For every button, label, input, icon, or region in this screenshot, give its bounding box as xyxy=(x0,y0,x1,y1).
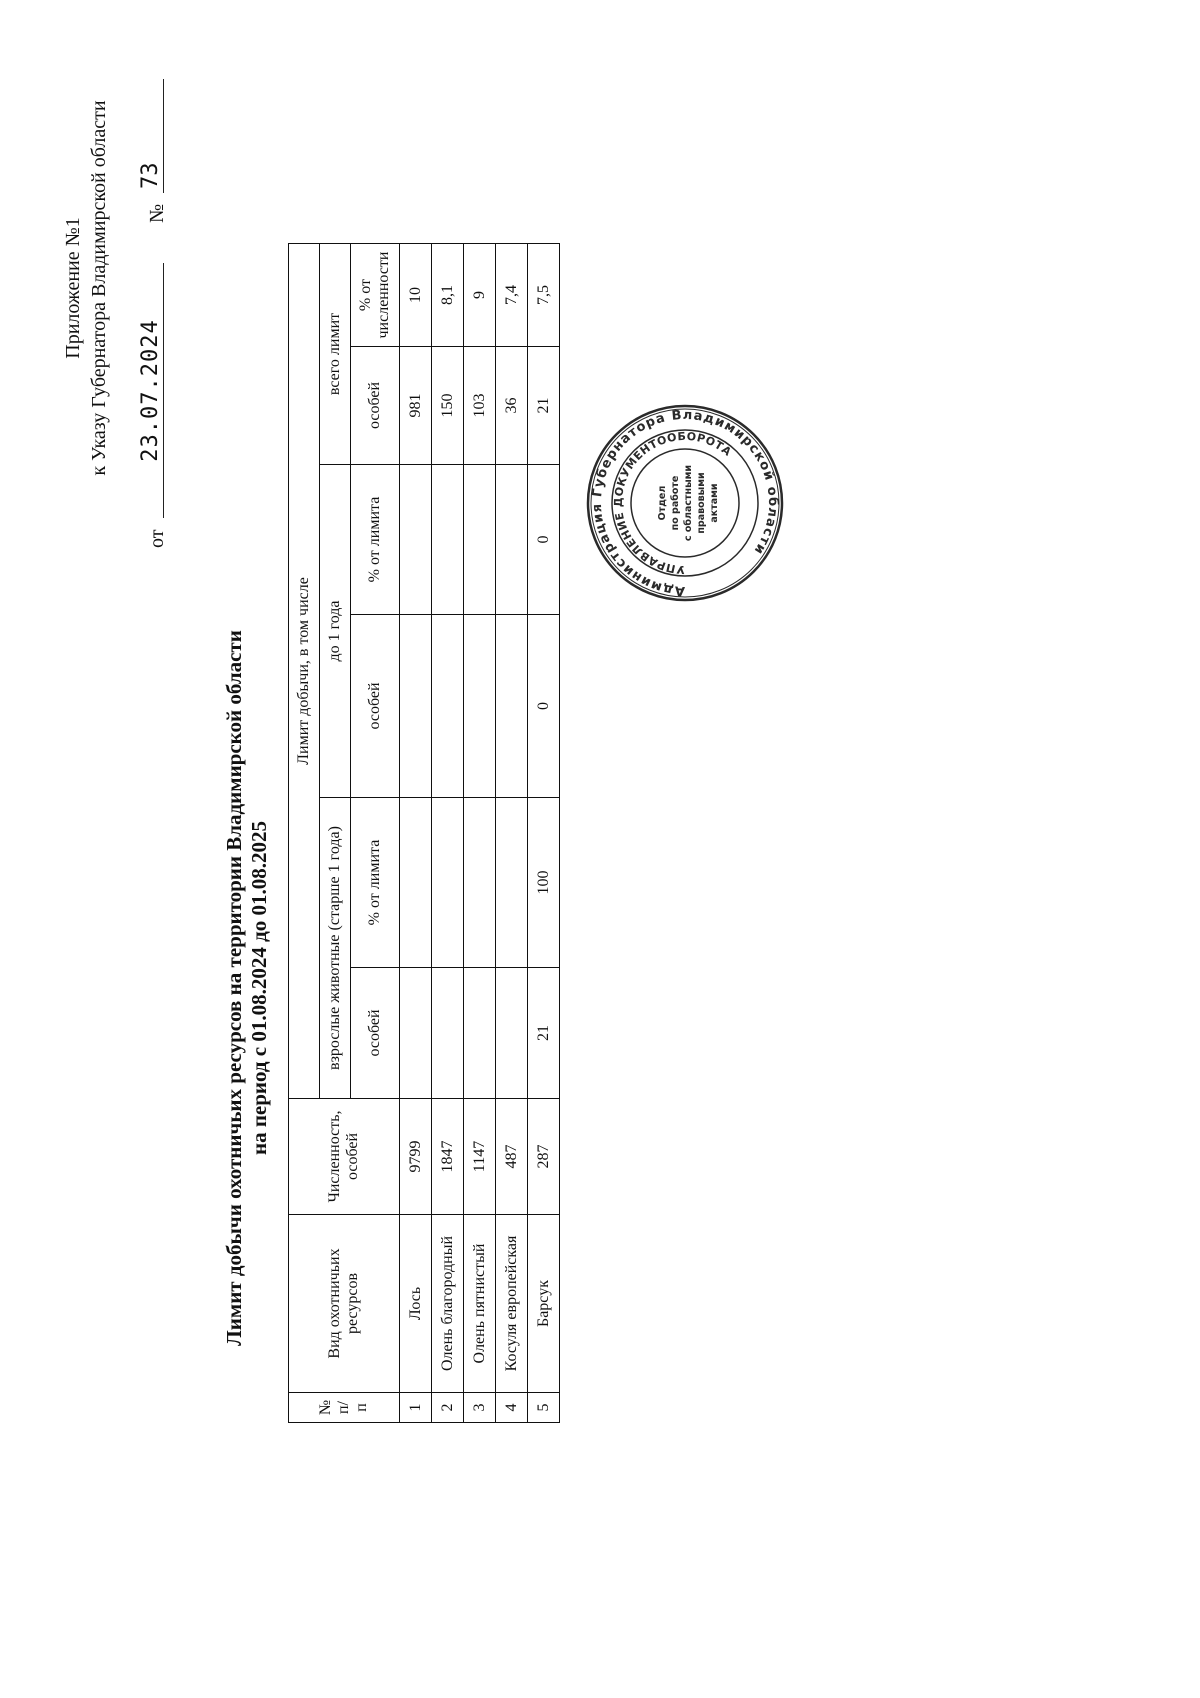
row-no: 3 xyxy=(464,1393,496,1423)
seal-graphic xyxy=(588,406,782,600)
row-adult-pct xyxy=(496,798,528,968)
row-count: 487 xyxy=(496,1099,528,1215)
row-adult-pct xyxy=(464,798,496,968)
header-total-pct: % от численности xyxy=(351,244,400,347)
header-adult-pct: % от лимита xyxy=(351,798,400,968)
appendix-header xyxy=(60,18,112,558)
row-species: Косуля европейская xyxy=(496,1215,528,1393)
from-label: от xyxy=(146,529,168,548)
decree-number: 73 xyxy=(138,79,164,193)
header-total-individuals: особей xyxy=(351,347,400,465)
header-adult-individuals: особей xyxy=(351,968,400,1099)
row-adult-individuals xyxy=(400,968,432,1099)
title-line-2: на период с 01.08.2024 до 01.08.2025 xyxy=(247,821,271,1156)
row-adult-individuals: 21 xyxy=(528,968,560,1099)
header-young: до 1 года xyxy=(320,465,351,798)
row-total-pct: 10 xyxy=(400,244,432,347)
title-line-1: Лимит добычи охотничьих ресурсов на территории Владимирской области xyxy=(222,630,246,1346)
row-species: Олень благородный xyxy=(432,1215,464,1393)
table-row xyxy=(400,244,432,1423)
document-title xyxy=(222,438,272,1538)
row-no: 4 xyxy=(496,1393,528,1423)
row-adult-individuals xyxy=(464,968,496,1099)
row-young-individuals xyxy=(496,615,528,798)
row-no: 5 xyxy=(528,1393,560,1423)
row-count: 287 xyxy=(528,1099,560,1215)
seal-center-line-3: с областными xyxy=(683,464,694,542)
row-total-individuals: 103 xyxy=(464,347,496,465)
row-young-individuals xyxy=(464,615,496,798)
row-no: 2 xyxy=(432,1393,464,1423)
appendix-decree-ref: к Указу Губернатора Владимирской области xyxy=(88,100,110,476)
row-total-individuals: 150 xyxy=(432,347,464,465)
header-count: Численность, особей xyxy=(289,1099,400,1215)
row-total-pct: 7,5 xyxy=(528,244,560,347)
table-row xyxy=(528,244,560,1423)
appendix-title: Приложение №1 xyxy=(62,217,84,359)
decree-date-line xyxy=(138,18,178,558)
row-count: 1147 xyxy=(464,1099,496,1215)
hunting-limits-table xyxy=(288,243,560,1423)
row-total-pct: 9 xyxy=(464,244,496,347)
table-row xyxy=(496,244,528,1423)
table-row xyxy=(464,244,496,1423)
seal-center-line-5: актами xyxy=(709,483,720,523)
row-count: 1847 xyxy=(432,1099,464,1215)
row-young-pct xyxy=(400,465,432,615)
row-adult-individuals xyxy=(496,968,528,1099)
row-total-individuals: 981 xyxy=(400,347,432,465)
row-count: 9799 xyxy=(400,1099,432,1215)
row-young-individuals xyxy=(432,615,464,798)
header-total: всего лимит xyxy=(320,244,351,465)
official-seal xyxy=(585,403,785,603)
row-no: 1 xyxy=(400,1393,432,1423)
row-total-pct: 7,4 xyxy=(496,244,528,347)
row-species: Олень пятнистый xyxy=(464,1215,496,1393)
row-young-pct xyxy=(496,465,528,615)
row-young-pct xyxy=(432,465,464,615)
row-species: Лось xyxy=(400,1215,432,1393)
number-label: № xyxy=(146,203,168,223)
header-limit-group: Лимит добычи, в том числе xyxy=(289,244,320,1099)
header-no: № п/п xyxy=(289,1393,400,1423)
row-total-pct: 8,1 xyxy=(432,244,464,347)
row-adult-pct: 100 xyxy=(528,798,560,968)
row-young-individuals: 0 xyxy=(528,615,560,798)
header-adults: взрослые животные (старше 1 года) xyxy=(320,798,351,1099)
row-young-pct xyxy=(464,465,496,615)
row-species: Барсук xyxy=(528,1215,560,1393)
row-adult-individuals xyxy=(432,968,464,1099)
table-row xyxy=(432,244,464,1423)
seal-center-line-4: правовыми xyxy=(696,472,707,534)
header-young-pct: % от лимита xyxy=(351,465,400,615)
row-young-pct: 0 xyxy=(528,465,560,615)
seal-center-line-1: Отдел xyxy=(657,485,668,521)
seal-middle-text: УПРАВЛЕНИЕ ДОКУМЕНТООБОРОТА xyxy=(611,429,734,577)
row-total-individuals: 21 xyxy=(528,347,560,465)
decree-date: 23.07.2024 xyxy=(138,263,164,518)
header-species: Вид охотничьих ресурсов xyxy=(289,1215,400,1393)
row-total-individuals: 36 xyxy=(496,347,528,465)
row-adult-pct xyxy=(400,798,432,968)
row-young-individuals xyxy=(400,615,432,798)
header-young-individuals: особей xyxy=(351,615,400,798)
row-adult-pct xyxy=(432,798,464,968)
seal-center-line-2: по работе xyxy=(670,475,681,531)
seal-outer-text: Администрация Губернатора Владимирской области xyxy=(589,407,781,599)
